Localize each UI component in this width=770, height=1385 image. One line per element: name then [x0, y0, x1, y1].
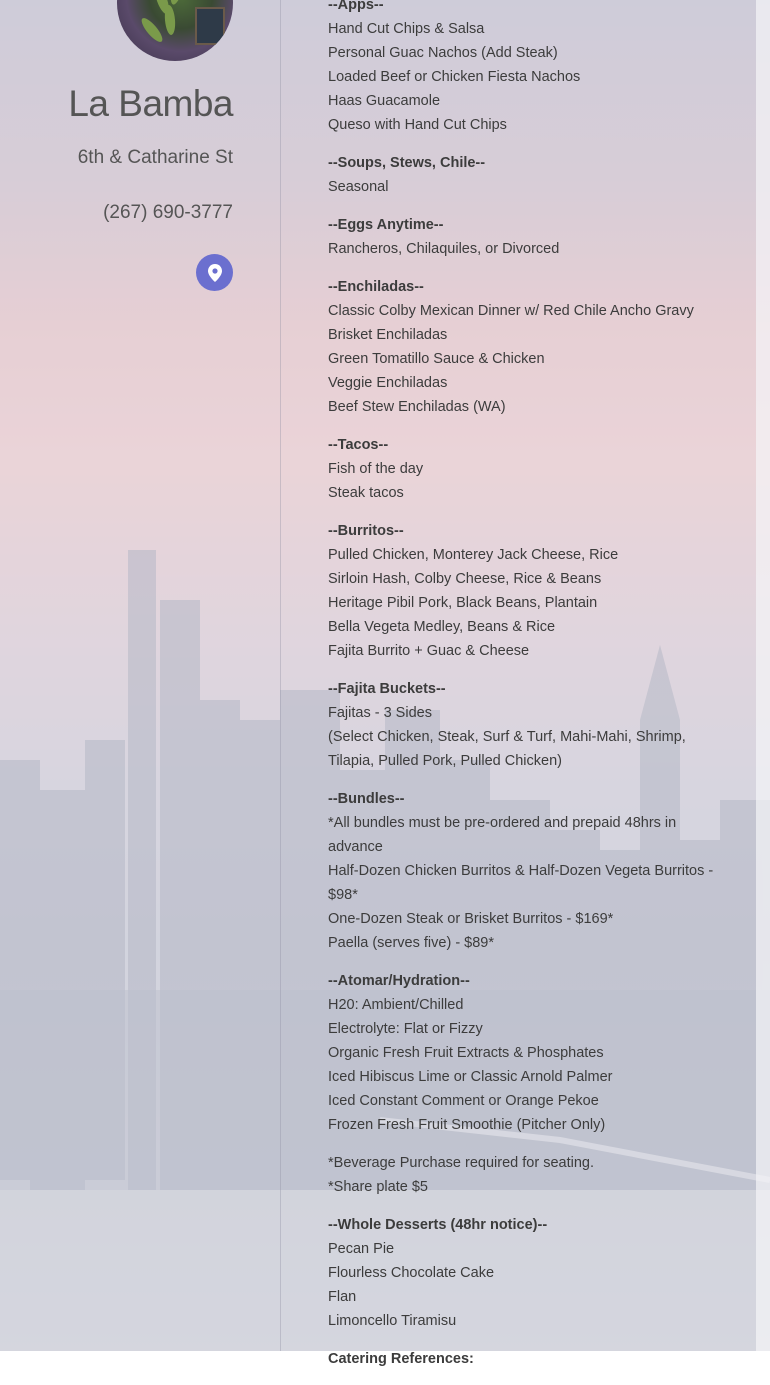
- menu-item: Fajitas - 3 Sides: [328, 705, 432, 721]
- menu-item: Classic Colby Mexican Dinner w/ Red Chile Ancho Gravy: [328, 303, 694, 319]
- menu-item: Fish of the day: [328, 461, 424, 477]
- map-button[interactable]: [196, 254, 233, 291]
- menu-item: Loaded Beef or Chicken Fiesta Nachos: [328, 69, 581, 85]
- menu-section-burritos: [328, 519, 723, 663]
- menu-item: Steak tacos: [328, 485, 404, 501]
- map-pin-icon: [208, 264, 222, 282]
- restaurant-address: 6th & Catharine St: [77, 147, 233, 168]
- menu-item: Rancheros, Chilaquiles, or Divorced: [328, 241, 560, 257]
- menu-item: Seasonal: [328, 179, 389, 195]
- column-divider: [280, 0, 281, 1351]
- menu-item: One-Dozen Steak or Brisket Burritos - $169*: [328, 911, 614, 927]
- menu-item: Brisket Enchiladas: [328, 327, 448, 343]
- menu-section-bundles: [328, 787, 723, 955]
- right-edge: [756, 0, 770, 1351]
- section-heading: --Bundles--: [328, 791, 405, 807]
- section-heading: --Enchiladas--: [328, 279, 424, 295]
- menu-item: Fajita Burrito + Guac & Cheese: [328, 643, 530, 659]
- menu-item: Flourless Chocolate Cake: [328, 1265, 495, 1281]
- menu-item: Iced Constant Comment or Orange Pekoe: [328, 1093, 599, 1109]
- section-heading: --Atomar/Hydration--: [328, 973, 470, 989]
- menu-section-tacos: [328, 433, 723, 505]
- menu-section-soups: [328, 151, 723, 199]
- menu-item: Hand Cut Chips & Salsa: [328, 21, 485, 37]
- menu-section-desserts: [328, 1213, 723, 1333]
- menu-section-enchiladas: [328, 275, 723, 419]
- menu-item: Flan: [328, 1289, 357, 1305]
- section-heading: --Fajita Buckets--: [328, 681, 446, 697]
- menu-item: Green Tomatillo Sauce & Chicken: [328, 351, 545, 367]
- section-heading: --Burritos--: [328, 523, 404, 539]
- menu-item: Veggie Enchiladas: [328, 375, 448, 391]
- section-heading: --Eggs Anytime--: [328, 217, 444, 233]
- section-heading: --Whole Desserts (48hr notice)--: [328, 1217, 548, 1233]
- menu-section-drinks: [328, 969, 723, 1137]
- section-heading: --Soups, Stews, Chile--: [328, 155, 486, 171]
- menu-list: [328, 0, 723, 1385]
- menu-item: Half-Dozen Chicken Burritos & Half-Dozen Vegeta Burritos - $98*: [328, 863, 714, 903]
- menu-item: Personal Guac Nachos (Add Steak): [328, 45, 558, 61]
- menu-item: Frozen Fresh Fruit Smoothie (Pitcher Only): [328, 1117, 606, 1133]
- menu-item: H20: Ambient/Chilled: [328, 997, 464, 1013]
- menu-item: Limoncello Tiramisu: [328, 1313, 457, 1329]
- menu-item: Pecan Pie: [328, 1241, 395, 1257]
- menu-item: Sirloin Hash, Colby Cheese, Rice & Beans: [328, 571, 602, 587]
- menu-section-apps: [328, 0, 723, 137]
- menu-item: Beef Stew Enchiladas (WA): [328, 399, 506, 415]
- menu-section-eggs: [328, 213, 723, 261]
- section-heading: --Apps--: [328, 0, 384, 13]
- menu-item: Paella (serves five) - $89*: [328, 935, 495, 951]
- restaurant-phone[interactable]: (267) 690-3777: [103, 202, 233, 223]
- menu-item: (Select Chicken, Steak, Surf & Turf, Mahi-Mahi, Shrimp, Tilapia, Pulled Pork, Pulled Chicken): [328, 729, 686, 769]
- menu-item: Organic Fresh Fruit Extracts & Phosphates: [328, 1045, 604, 1061]
- menu-item: Heritage Pibil Pork, Black Beans, Plantain: [328, 595, 598, 611]
- restaurant-name: La Bamba: [68, 83, 233, 124]
- section-heading: Catering References:: [328, 1351, 474, 1367]
- menu-item: Pulled Chicken, Monterey Jack Cheese, Rice: [328, 547, 619, 563]
- menu-item: Iced Hibiscus Lime or Classic Arnold Palmer: [328, 1069, 613, 1085]
- section-heading: --Tacos--: [328, 437, 389, 453]
- menu-section-fajitas: [328, 677, 723, 773]
- menu-item: Bella Vegeta Medley, Beans & Rice: [328, 619, 556, 635]
- menu-item: *All bundles must be pre-ordered and prepaid 48hrs in advance: [328, 815, 677, 855]
- menu-note: *Beverage Purchase required for seating.: [328, 1155, 594, 1171]
- menu-section-notes: [328, 1151, 723, 1199]
- menu-item: Queso with Hand Cut Chips: [328, 117, 507, 133]
- menu-note: *Share plate $5: [328, 1179, 428, 1195]
- menu-item: Electrolyte: Flat or Fizzy: [328, 1021, 483, 1037]
- menu-item: Haas Guacamole: [328, 93, 441, 109]
